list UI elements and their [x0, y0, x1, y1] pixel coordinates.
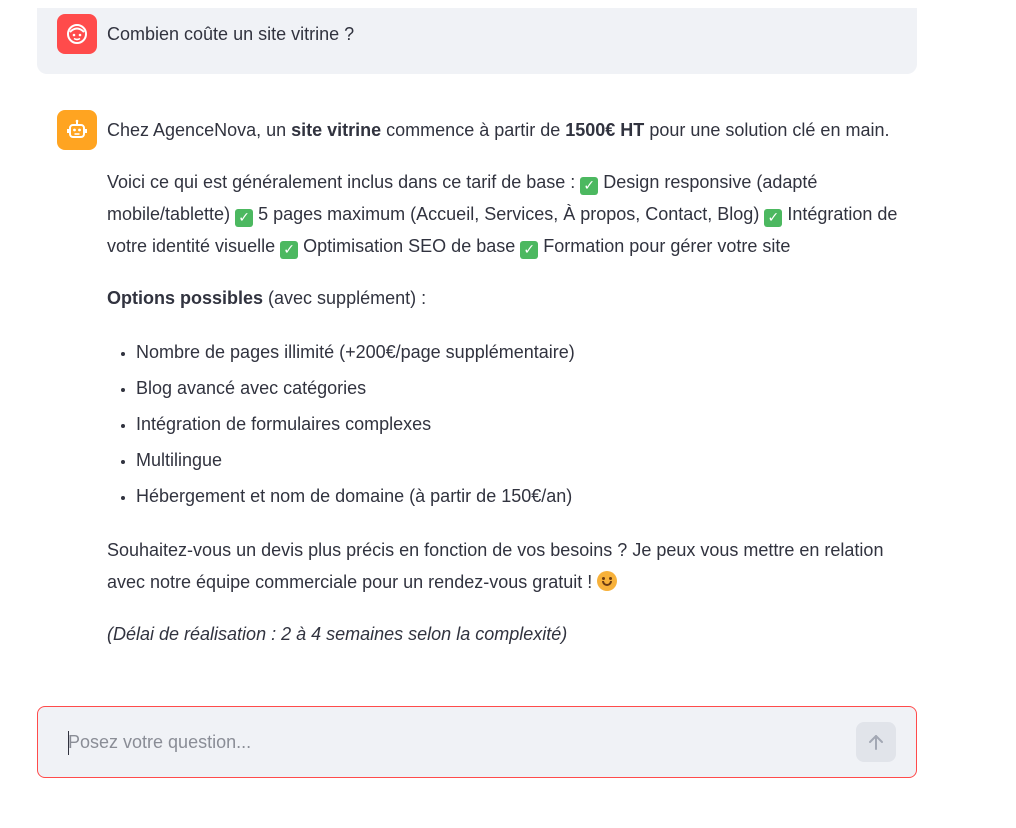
included-paragraph	[107, 166, 919, 262]
assistant-intro	[107, 114, 919, 146]
check-mark-icon: ✓	[235, 209, 253, 227]
options-title: Options possibles	[107, 288, 264, 308]
options-heading	[107, 282, 919, 314]
list-item: • Hébergement et nom de domaine (à partir de 150€/an)	[136, 478, 919, 514]
arrow-up-icon	[866, 732, 886, 752]
included-item: Formation pour gérer votre site	[543, 236, 791, 256]
closing-text: Souhaitez-vous un devis plus précis en fonction de vos besoins ? Je peux vous mettre en relation avec notre équipe commerciale pour un rendez-vous gratuit !	[107, 540, 884, 592]
list-item: • Nombre de pages illimité (+200€/page supplémentaire)	[136, 334, 919, 370]
included-item: 5 pages maximum (Accueil, Services, À propos, Contact, Blog)	[258, 204, 760, 224]
chat-input[interactable]	[68, 727, 848, 757]
intro-bold-site: site vitrine	[291, 120, 382, 140]
intro-text: Chez AgenceNova, un	[107, 120, 292, 140]
list-item: • Blog avancé avec catégories	[136, 370, 919, 406]
options-list	[107, 334, 919, 514]
check-mark-icon: ✓	[764, 209, 782, 227]
assistant-message	[107, 114, 919, 670]
user-message	[37, 8, 917, 74]
list-item: • Multilingue	[136, 442, 919, 478]
intro-text: pour une solution clé en main.	[644, 120, 890, 140]
intro-bold-price: 1500€ HT	[565, 120, 645, 140]
user-avatar	[57, 14, 97, 54]
included-item: Design responsive (adapté mobile/tablette)	[107, 172, 818, 224]
list-item: • Intégration de formulaires complexes	[136, 406, 919, 442]
footnote-paragraph	[107, 618, 919, 650]
chat-input-container	[37, 706, 917, 778]
included-item: Intégration de votre identité visuelle	[107, 204, 898, 256]
smiling-face-icon	[597, 571, 617, 591]
included-item: Optimisation SEO de base	[303, 236, 516, 256]
user-face-icon	[65, 22, 89, 46]
intro-text: commence à partir de	[381, 120, 566, 140]
text-caret	[68, 731, 69, 755]
footnote-text: (Délai de réalisation : 2 à 4 semaines selon la complexité)	[107, 624, 568, 644]
check-mark-icon: ✓	[580, 177, 598, 195]
robot-icon	[65, 118, 89, 142]
send-button[interactable]	[856, 722, 896, 762]
check-mark-icon: ✓	[280, 241, 298, 259]
check-mark-icon: ✓	[520, 241, 538, 259]
included-lead: Voici ce qui est généralement inclus dans ce tarif de base :	[107, 172, 581, 192]
user-message-text: Combien coûte un site vitrine ?	[107, 24, 355, 44]
closing-paragraph	[107, 534, 919, 598]
assistant-avatar	[57, 110, 97, 150]
options-subtitle: (avec supplément) :	[263, 288, 427, 308]
